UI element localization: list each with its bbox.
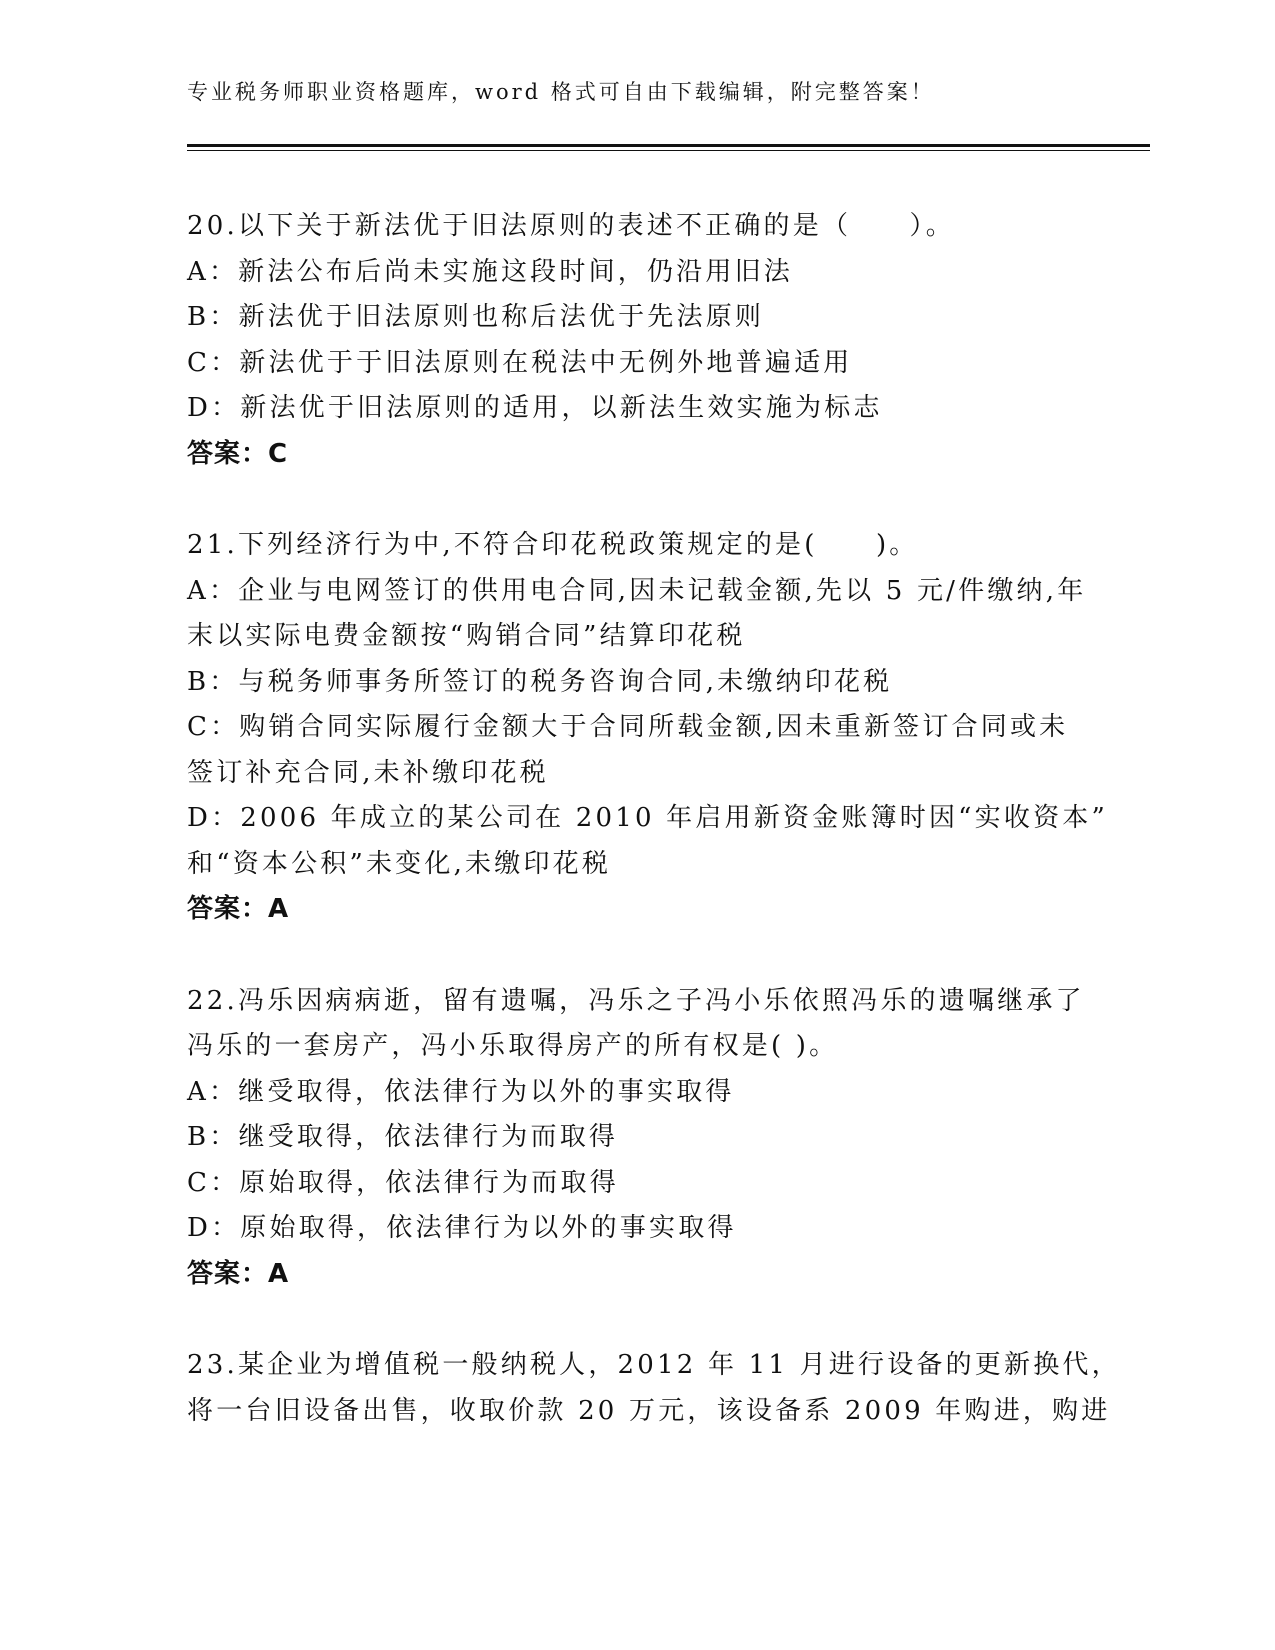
option-d: D：原始取得，依法律行为以外的事实取得 — [187, 1213, 737, 1243]
question-stem-continued: 将一台旧设备出售，收取价款 20 万元，该设备系 2009 年购进，购进 — [187, 1395, 1111, 1426]
option-c: C：新法优于于旧法原则在税法中无例外地普遍适用 — [187, 347, 853, 378]
question-20 — [187, 204, 1087, 477]
option-a: A：企业与电网签订的供用电合同,因未记载金额,先以 5 元/件缴纳,年 — [187, 575, 1087, 606]
answer: 答案：A — [187, 1258, 290, 1289]
question-21 — [187, 523, 1108, 933]
option-d: D：2006 年成立的某公司在 2010 年启用新资金账簿时因“实收资本” — [187, 803, 1108, 833]
question-stem: 20.以下关于新法优于旧法原则的表述不正确的是（ ）。 — [187, 211, 955, 241]
option-b: B：与税务师事务所签订的税务咨询合同,未缴纳印花税 — [187, 666, 893, 697]
question-23 — [187, 1343, 1121, 1434]
option-b: B：继受取得，依法律行为而取得 — [187, 1122, 619, 1152]
question-stem: 22.冯乐因病病逝，留有遗嘱，冯乐之子冯小乐依照冯乐的遗嘱继承了 — [187, 985, 1085, 1016]
page-header: 专业税务师职业资格题库，word 格式可自由下载编辑，附完整答案！ — [187, 80, 935, 104]
option-c: C：原始取得，依法律行为而取得 — [187, 1167, 619, 1198]
question-stem: 21.下列经济行为中,不符合印花税政策规定的是( )。 — [187, 530, 919, 560]
option-a-continued: 末以实际电费金额按“购销合同”结算印花税 — [187, 621, 746, 651]
answer: 答案：A — [187, 894, 290, 924]
option-d: D：新法优于旧法原则的适用，以新法生效实施为标志 — [187, 393, 883, 423]
header-divider-thin — [187, 150, 1150, 151]
option-d-continued: 和“资本公积”未变化,未缴印花税 — [187, 848, 612, 879]
question-22 — [187, 979, 1087, 1298]
header-divider-thick — [187, 144, 1150, 147]
question-list — [187, 204, 1121, 1480]
option-c: C：购销合同实际履行金额大于合同所载金额,因未重新签订合同或未 — [187, 712, 1069, 742]
answer: 答案：C — [187, 438, 289, 469]
option-b: B：新法优于旧法原则也称后法优于先法原则 — [187, 302, 765, 332]
question-stem: 23.某企业为增值税一般纳税人，2012 年 11 月进行设备的更新换代， — [187, 1350, 1121, 1380]
option-a: A：继受取得，依法律行为以外的事实取得 — [187, 1076, 735, 1107]
option-a: A：新法公布后尚未实施这段时间，仍沿用旧法 — [187, 256, 793, 287]
option-c-continued: 签订补充合同,未补缴印花税 — [187, 757, 549, 788]
question-stem-continued: 冯乐的一套房产，冯小乐取得房产的所有权是( )。 — [187, 1031, 839, 1061]
